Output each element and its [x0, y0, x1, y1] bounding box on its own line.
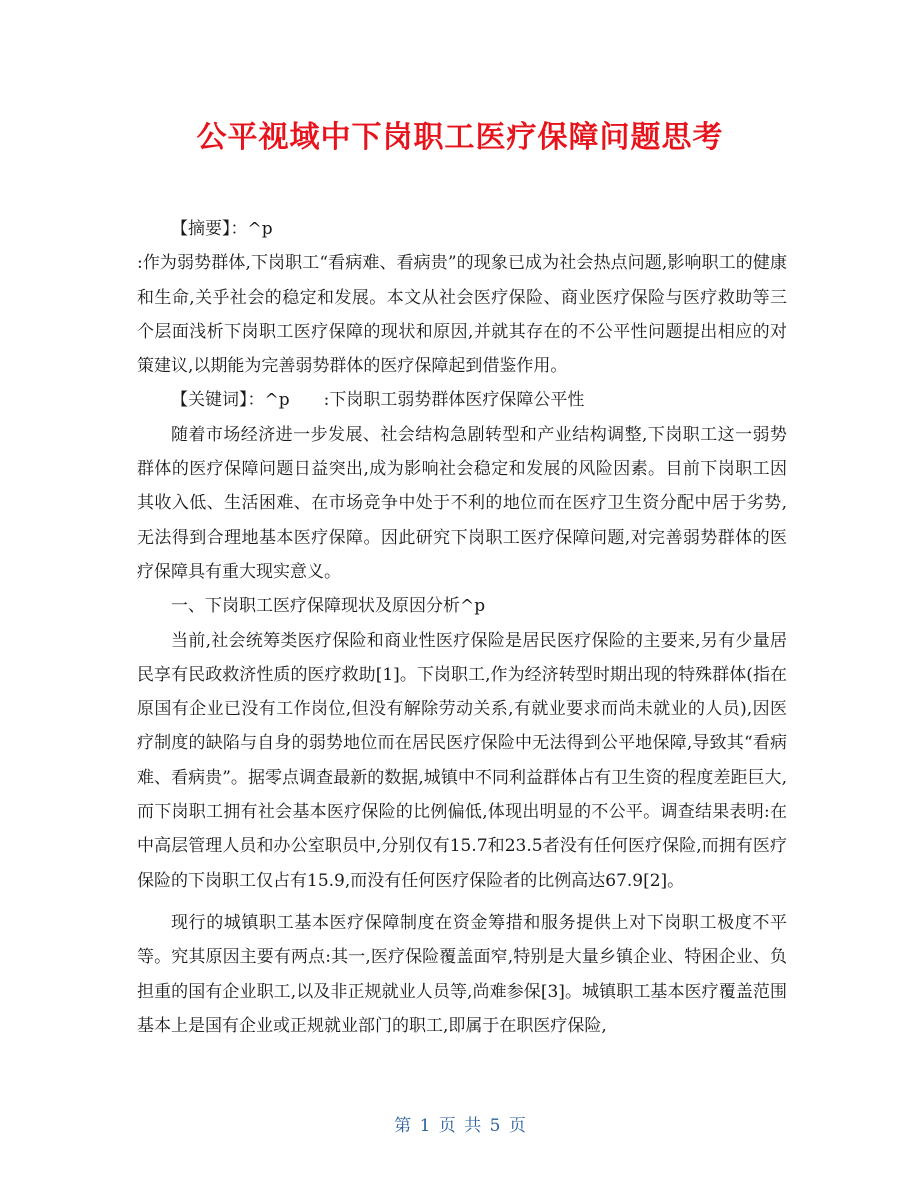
body-paragraph: 当前,社会统筹类医疗保险和商业性医疗保险是居民医疗保险的主要来,另有少量居民享有民政救济性质的医疗救助[1]。下岗职工,作为经济转型时期出现的特殊群体(指在原国有企业已没有工作岗位,但没有解除劳动关系,有就业要求而尚未就业的人员),因医疗制度的缺陷与自身的弱势地位而在居民医疗保险中无法得到公平地保障,导致其“看病难、看病贵”。据零点调查最新的数据,城镇中不同利益群体占有卫生资的程度差距巨大,而下岗职工拥有社会基本医疗保险的比例偏低,体现出明显的不公平。调查结果表明:在中高层管理人员和办公室职员中,分别仅有15.7和23.5者没有任何医疗保险,而拥有医疗保险的下岗职工仅占有15.9,而没有任何医疗保险者的比例高达67.9[2]。	[137, 630, 787, 891]
abstract-heading: 【摘要】：^p	[171, 219, 273, 239]
page-number-footer: 第 1 页 共 5 页	[394, 1116, 526, 1136]
abstract-paragraph: :作为弱势群体,下岗职工“看病难、看病贵”的现象已成为社会热点问题,影响职工的健康和生命,关乎社会的稳定和发展。本文从社会医疗保险、商业医疗保险与医疗救助等三个层面浅析下岗职工医疗保障的现状和原因,并就其存在的不公平性问题提出相应的对策建议,以期能为完善弱势群体的医疗保障起到借鉴作用。	[137, 253, 787, 377]
section-heading: 一、下岗职工医疗保障现状及原因分析^p	[171, 596, 486, 617]
document-title: 公平视域中下岗职工医疗保障问题思考	[196, 120, 724, 155]
document-body	[137, 212, 787, 1043]
keywords-line: 【关键词】：^p :下岗职工弱势群体医疗保障公平性	[171, 390, 585, 411]
intro-paragraph: 随着市场经济进一步发展、社会结构急剧转型和产业结构调整,下岗职工这一弱势群体的医疗保障问题日益突出,成为影响社会稳定和发展的风险因素。目前下岗职工因其收入低、生活困难、在市场竞争中处于不利的地位而在医疗卫生资分配中居于劣势,无法得到合理地基本医疗保障。因此研究下岗职工医疗保障问题,对完善弱势群体的医疗保障具有重大现实意义。	[137, 424, 787, 582]
body-paragraph: 现行的城镇职工基本医疗保障制度在资金筹措和服务提供上对下岗职工极度不平等。究其原因主要有两点:其一,医疗保险覆盖面窄,特别是大量乡镇企业、特困企业、负担重的国有企业职工,以及非正规就业人员等,尚难参保[3]。城镇职工基本医疗覆盖范围基本上是国有企业或正规就业部门的职工,即属于在职医疗保险,	[137, 912, 787, 1036]
